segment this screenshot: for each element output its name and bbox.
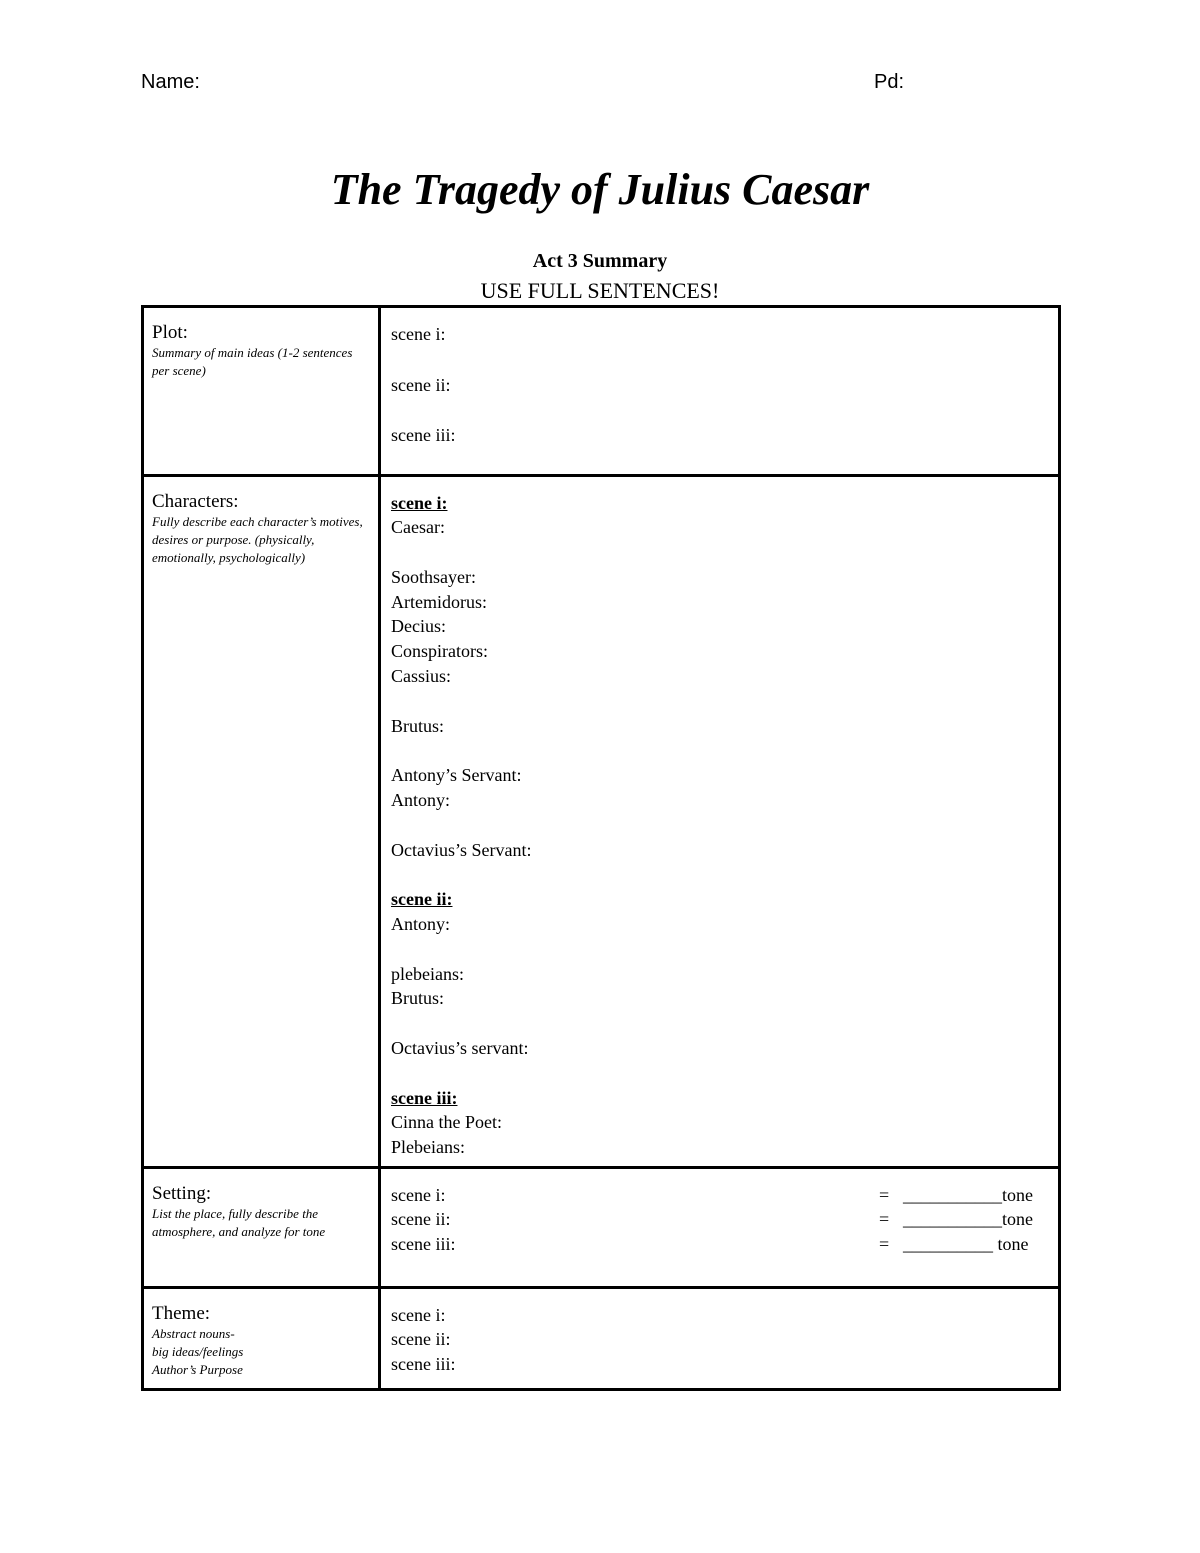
plot-scene-2: scene ii: (391, 374, 451, 395)
character-line: Cinna the Poet: (391, 1112, 502, 1133)
characters-scene-2-heading: scene ii: (391, 889, 453, 910)
character-line: Decius: (391, 616, 446, 637)
blank-line (391, 1011, 1048, 1036)
setting-line (391, 1207, 1048, 1232)
equals-sign: = (879, 1184, 890, 1205)
character-line: Antony: (391, 790, 451, 811)
setting-label: Setting: (152, 1182, 212, 1204)
tone-blank[interactable]: ___________tone (903, 1184, 1033, 1205)
character-line: Plebeians: (391, 1137, 465, 1158)
setting-label-cell (143, 1167, 380, 1287)
characters-note: Fully describe each character’s motives, desires or purpose. (physically, emotionally, psychologically) (152, 513, 363, 565)
character-line: Octavius’s Servant: (391, 839, 532, 860)
characters-scene-1-heading: scene i: (391, 492, 448, 513)
character-line: Brutus: (391, 715, 445, 736)
blank-line (391, 540, 1048, 565)
theme-note-line: Abstract nouns- (152, 1325, 235, 1341)
character-line: Artemidorus: (391, 591, 487, 612)
setting-line (391, 1232, 1048, 1257)
character-line: Caesar: (391, 517, 445, 538)
setting-row (143, 1167, 1060, 1287)
theme-scene-2: scene ii: (391, 1329, 451, 1350)
blank-line (391, 689, 1048, 714)
equals-sign: = (879, 1234, 890, 1255)
tone-blank[interactable]: ___________tone (903, 1209, 1033, 1230)
plot-label: Plot: (152, 322, 188, 343)
theme-note-line: Author’s Purpose (152, 1361, 243, 1377)
plot-answer-cell[interactable] (380, 307, 1060, 476)
act-subtitle: Act 3 Summary (532, 250, 668, 272)
characters-answer-cell[interactable] (380, 475, 1060, 1167)
blank-line (391, 937, 1048, 962)
characters-scene-3-heading: scene iii: (391, 1087, 458, 1108)
theme-note-line: big ideas/feelings (152, 1343, 244, 1359)
character-line: Octavius’s servant: (391, 1038, 529, 1059)
blank-line (391, 813, 1048, 838)
setting-scene-label: scene i: (391, 1184, 446, 1205)
tone-blank[interactable]: __________ tone (903, 1234, 1029, 1255)
equals-sign: = (879, 1209, 890, 1230)
theme-scene-3: scene iii: (391, 1354, 456, 1375)
summary-table (141, 305, 1061, 1391)
characters-label: Characters: (152, 490, 239, 512)
instruction-text: USE FULL SENTENCES! (480, 278, 720, 303)
character-line: Cassius: (391, 666, 452, 687)
characters-scene-1-list (391, 515, 1048, 862)
setting-answer-cell[interactable] (380, 1167, 1060, 1287)
characters-scene-2-list (391, 912, 1048, 1061)
setting-note: List the place, fully describe the atmosphere, and analyze for tone (152, 1205, 326, 1239)
period-label: Pd: (874, 71, 905, 93)
plot-note: Summary of main ideas (1-2 sentences per scene) (152, 345, 353, 378)
plot-scene-1: scene i: (391, 324, 446, 344)
theme-row (143, 1287, 1060, 1389)
plot-row (143, 307, 1060, 476)
character-line: Brutus: (391, 988, 445, 1009)
setting-scene-label: scene ii: (391, 1209, 451, 1230)
theme-answer-cell[interactable] (380, 1287, 1060, 1389)
characters-row (143, 475, 1060, 1167)
setting-scene-label: scene iii: (391, 1234, 456, 1255)
setting-line (391, 1183, 1048, 1208)
character-line: Conspirators: (391, 641, 488, 662)
theme-label: Theme: (152, 1302, 211, 1324)
page-title: The Tragedy of Julius Caesar (330, 165, 870, 214)
blank-line (391, 738, 1048, 763)
characters-scene-3-list (391, 1110, 1048, 1160)
character-line: plebeians: (391, 963, 464, 984)
theme-label-cell (143, 1287, 380, 1389)
plot-label-cell (143, 307, 380, 476)
name-label: Name: (141, 71, 200, 93)
character-line: Antony: (391, 914, 451, 935)
plot-scene-3: scene iii: (391, 425, 456, 445)
theme-scene-1: scene i: (391, 1304, 446, 1325)
characters-label-cell (143, 475, 380, 1167)
character-line: Antony’s Servant: (391, 765, 522, 786)
character-line: Soothsayer: (391, 566, 476, 587)
